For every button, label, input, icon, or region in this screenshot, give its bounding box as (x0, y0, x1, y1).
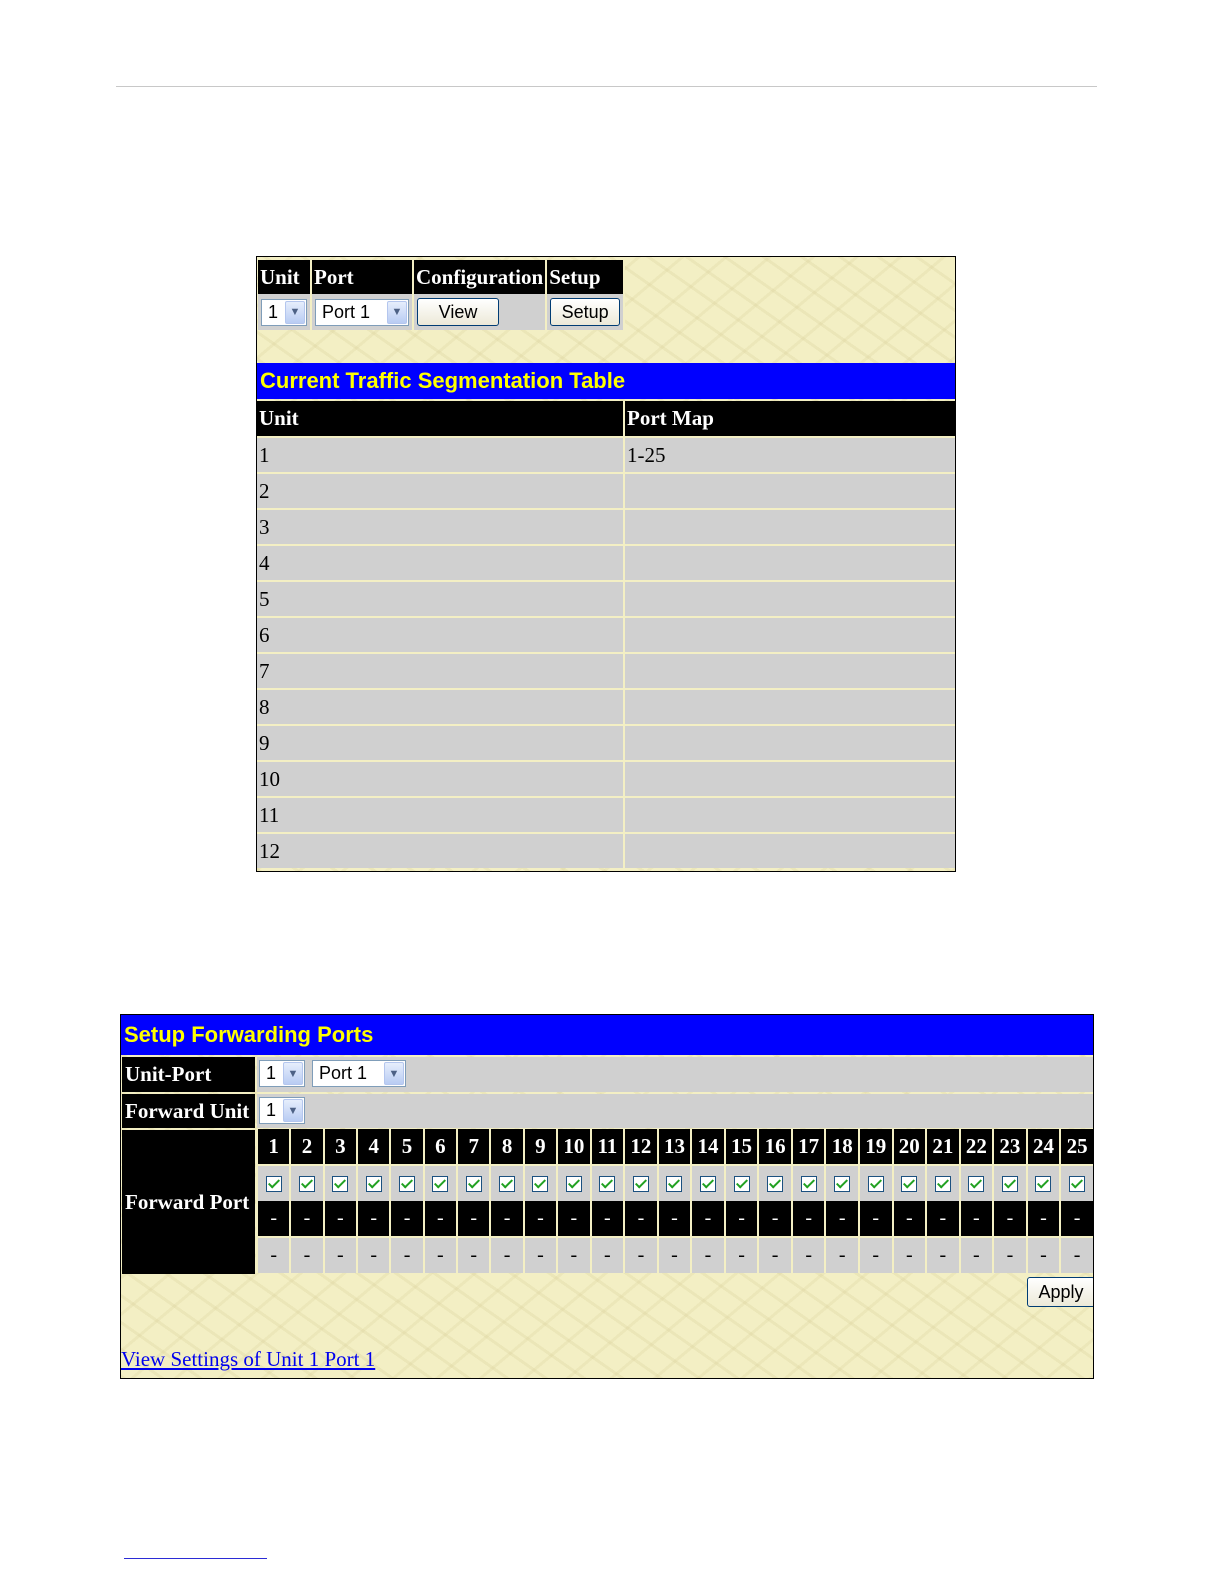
port-map-cell (624, 545, 955, 581)
port-checkbox-cell (290, 1165, 323, 1201)
port-status-cell: - (591, 1237, 625, 1273)
forwarding-title: Setup Forwarding Ports (121, 1015, 1093, 1055)
port-status-cell: - (691, 1201, 725, 1237)
port-checkbox-cell (926, 1165, 960, 1201)
unit-cell: 8 (257, 689, 624, 725)
forward-port-checkbox[interactable] (366, 1176, 382, 1192)
port-checkbox-cell (357, 1165, 390, 1201)
port-map-cell (624, 581, 955, 617)
port-status-cell: - (324, 1237, 357, 1273)
port-status-cell: - (859, 1201, 893, 1237)
forward-unit-row (257, 1094, 1093, 1128)
port-number-header: 21 (926, 1129, 960, 1165)
port-status-cell: - (859, 1237, 893, 1273)
table-row (257, 761, 955, 797)
apply-button[interactable]: Apply (1027, 1277, 1094, 1307)
port-status-cell: - (658, 1237, 692, 1273)
port-status-cell: - (557, 1201, 591, 1237)
segmentation-table-title: Current Traffic Segmentation Table (257, 363, 955, 399)
port-checkbox-cell (591, 1165, 625, 1201)
port-map-cell (624, 797, 955, 833)
port-number-header: 6 (424, 1129, 457, 1165)
port-status-cell: - (490, 1237, 523, 1273)
port-status-cell: - (490, 1201, 523, 1237)
unit-port-port-select[interactable]: Port 1 ▼ (312, 1060, 406, 1087)
table-row (257, 545, 955, 581)
view-settings-link[interactable]: View Settings of Unit 1 Port 1 (121, 1347, 376, 1371)
port-status-cell: - (424, 1201, 457, 1237)
port-status-cell: - (591, 1201, 625, 1237)
port-status-cell: - (725, 1237, 759, 1273)
unit-cell: 11 (257, 797, 624, 833)
port-number-header: 1 (257, 1129, 290, 1165)
setup-header: Setup (546, 260, 624, 294)
port-status-cell: - (524, 1237, 557, 1273)
port-number-header: 5 (390, 1129, 423, 1165)
unit-cell: 9 (257, 725, 624, 761)
port-number-header: 24 (1027, 1129, 1061, 1165)
port-status-cell: - (424, 1237, 457, 1273)
port-checkbox-cell (825, 1165, 859, 1201)
port-checkbox-cell (524, 1165, 557, 1201)
chevron-down-icon: ▼ (384, 1062, 404, 1085)
port-map-column-header: Port Map (624, 401, 955, 437)
port-status-cell: - (524, 1201, 557, 1237)
port-status-cell: - (926, 1237, 960, 1273)
header-rule (116, 86, 1097, 87)
port-number-header: 22 (960, 1129, 994, 1165)
port-map-cell (624, 689, 955, 725)
table-row (257, 617, 955, 653)
port-map-cell (624, 761, 955, 797)
unit-cell: 5 (257, 581, 624, 617)
port-map-cell (624, 725, 955, 761)
port-checkbox-cell (1060, 1165, 1093, 1201)
port-checkbox-cell (624, 1165, 658, 1201)
unit-cell: 4 (257, 545, 624, 581)
port-number-header: 2 (290, 1129, 323, 1165)
port-status-cell: - (993, 1237, 1027, 1273)
port-checkbox-cell (424, 1165, 457, 1201)
port-status-cell: - (324, 1201, 357, 1237)
port-status-cell: - (290, 1237, 323, 1273)
port-number-header: 20 (893, 1129, 927, 1165)
port-checkbox-cell (758, 1165, 792, 1201)
port-status-cell: - (390, 1201, 423, 1237)
forward-port-checkbox[interactable] (935, 1176, 951, 1192)
port-status-cell: - (960, 1201, 994, 1237)
port-status-cell: - (357, 1201, 390, 1237)
port-number-header: 25 (1060, 1129, 1093, 1165)
port-number-header: 17 (792, 1129, 826, 1165)
forward-port-checkbox[interactable] (1035, 1176, 1051, 1192)
port-status-cell: - (390, 1237, 423, 1273)
port-number-header: 18 (825, 1129, 859, 1165)
port-number-header: 9 (524, 1129, 557, 1165)
port-status-cell: - (825, 1201, 859, 1237)
table-row (257, 797, 955, 833)
forward-port-checkbox[interactable] (266, 1176, 282, 1192)
footer-rule (124, 1558, 267, 1559)
forward-port-checkbox[interactable] (868, 1176, 884, 1192)
port-checkbox-cell (725, 1165, 759, 1201)
unit-cell: 3 (257, 509, 624, 545)
forward-port-checkbox[interactable] (566, 1176, 582, 1192)
forward-unit-select[interactable]: 1 ▼ (259, 1097, 305, 1124)
port-status-cell: - (893, 1237, 927, 1273)
forward-port-checkbox[interactable] (1002, 1176, 1018, 1192)
port-status-cell: - (624, 1201, 658, 1237)
port-status-cell: - (290, 1201, 323, 1237)
port-status-cell: - (658, 1201, 692, 1237)
port-number-header: 3 (324, 1129, 357, 1165)
unit-column-header: Unit (257, 401, 624, 437)
traffic-segmentation-panel (256, 256, 956, 872)
forward-port-checkbox[interactable] (700, 1176, 716, 1192)
forward-port-grid (256, 1129, 1093, 1273)
port-number-header: 23 (993, 1129, 1027, 1165)
forward-port-checkbox[interactable] (399, 1176, 415, 1192)
port-checkbox-cell (557, 1165, 591, 1201)
table-row (257, 653, 955, 689)
port-status-cell: - (624, 1237, 658, 1273)
unit-cell: 1 (257, 437, 624, 473)
port-number-header: 16 (758, 1129, 792, 1165)
port-status-cell: - (993, 1201, 1027, 1237)
port-map-cell (624, 653, 955, 689)
port-map-cell (624, 473, 955, 509)
port-status-cell: - (457, 1201, 490, 1237)
port-status-cell: - (557, 1237, 591, 1273)
port-status-cell: - (257, 1201, 290, 1237)
port-status-cell: - (457, 1237, 490, 1273)
forward-port-checkbox[interactable] (767, 1176, 783, 1192)
unit-port-label: Unit-Port (122, 1057, 255, 1092)
view-button[interactable]: View (417, 298, 499, 326)
port-number-header: 7 (457, 1129, 490, 1165)
forward-port-checkbox[interactable] (734, 1176, 750, 1192)
unit-cell: 7 (257, 653, 624, 689)
chevron-down-icon: ▼ (387, 301, 407, 324)
setup-button[interactable]: Setup (550, 298, 620, 326)
table-row (257, 509, 955, 545)
port-checkbox-cell (893, 1165, 927, 1201)
port-map-cell: 1-25 (624, 437, 955, 473)
forward-port-checkbox[interactable] (666, 1176, 682, 1192)
forward-port-checkbox[interactable] (968, 1176, 984, 1192)
port-header: Port (311, 260, 413, 294)
port-status-cell: - (357, 1237, 390, 1273)
forward-port-checkbox[interactable] (299, 1176, 315, 1192)
port-status-cell: - (825, 1237, 859, 1273)
port-select[interactable]: Port 1 ▼ (315, 299, 409, 326)
port-status-cell: - (1060, 1237, 1093, 1273)
port-map-cell (624, 617, 955, 653)
table-row (257, 581, 955, 617)
table-row (257, 833, 955, 868)
port-status-cell: - (1060, 1201, 1093, 1237)
port-map-cell (624, 833, 955, 868)
port-status-cell: - (691, 1237, 725, 1273)
unit-header: Unit (258, 260, 311, 294)
chevron-down-icon: ▼ (283, 1062, 303, 1085)
chevron-down-icon: ▼ (283, 1099, 303, 1122)
port-checkbox-cell (457, 1165, 490, 1201)
forward-port-checkbox[interactable] (1069, 1176, 1085, 1192)
port-checkbox-cell (324, 1165, 357, 1201)
forward-port-checkbox[interactable] (432, 1176, 448, 1192)
configuration-header: Configuration (413, 260, 546, 294)
port-checkbox-cell (390, 1165, 423, 1201)
unit-port-row (257, 1057, 1093, 1092)
forward-port-checkbox[interactable] (834, 1176, 850, 1192)
chevron-down-icon: ▼ (285, 301, 305, 324)
port-number-header: 4 (357, 1129, 390, 1165)
setup-forwarding-panel (120, 1014, 1094, 1379)
forward-port-checkbox[interactable] (466, 1176, 482, 1192)
port-map-cell (624, 509, 955, 545)
forward-port-checkbox[interactable] (599, 1176, 615, 1192)
port-number-header: 13 (658, 1129, 692, 1165)
unit-cell: 6 (257, 617, 624, 653)
port-checkbox-cell (691, 1165, 725, 1201)
port-status-cell: - (1027, 1237, 1061, 1273)
port-checkbox-cell (993, 1165, 1027, 1201)
forward-port-checkbox[interactable] (332, 1176, 348, 1192)
port-status-cell: - (758, 1201, 792, 1237)
port-number-header: 14 (691, 1129, 725, 1165)
port-checkbox-cell (859, 1165, 893, 1201)
port-checkbox-cell (490, 1165, 523, 1201)
table-row (257, 473, 955, 509)
port-number-header: 12 (624, 1129, 658, 1165)
port-status-cell: - (960, 1237, 994, 1273)
forward-port-checkbox[interactable] (801, 1176, 817, 1192)
port-number-header: 8 (490, 1129, 523, 1165)
unit-cell: 2 (257, 473, 624, 509)
forward-unit-label: Forward Unit (122, 1094, 255, 1128)
port-checkbox-cell (960, 1165, 994, 1201)
port-checkbox-cell (792, 1165, 826, 1201)
port-status-cell: - (792, 1201, 826, 1237)
table-row (257, 437, 955, 473)
port-checkbox-cell (257, 1165, 290, 1201)
config-controls-table (258, 260, 625, 330)
port-status-cell: - (926, 1201, 960, 1237)
port-number-header: 11 (591, 1129, 625, 1165)
forward-port-label: Forward Port (122, 1130, 255, 1274)
forward-port-checkbox[interactable] (499, 1176, 515, 1192)
port-checkbox-cell (658, 1165, 692, 1201)
port-status-cell: - (792, 1237, 826, 1273)
port-number-header: 15 (725, 1129, 759, 1165)
port-number-header: 19 (859, 1129, 893, 1165)
unit-select[interactable]: 1 ▼ (261, 299, 307, 326)
port-status-cell: - (758, 1237, 792, 1273)
table-row (257, 725, 955, 761)
port-status-cell: - (257, 1237, 290, 1273)
port-status-cell: - (725, 1201, 759, 1237)
forward-port-checkbox[interactable] (901, 1176, 917, 1192)
unit-cell: 10 (257, 761, 624, 797)
forward-port-checkbox[interactable] (532, 1176, 548, 1192)
forward-port-checkbox[interactable] (633, 1176, 649, 1192)
port-checkbox-cell (1027, 1165, 1061, 1201)
port-number-header: 10 (557, 1129, 591, 1165)
unit-cell: 12 (257, 833, 624, 868)
unit-port-unit-select[interactable]: 1 ▼ (259, 1060, 305, 1087)
table-row (257, 689, 955, 725)
port-status-cell: - (893, 1201, 927, 1237)
port-status-cell: - (1027, 1201, 1061, 1237)
segmentation-table (257, 401, 955, 868)
